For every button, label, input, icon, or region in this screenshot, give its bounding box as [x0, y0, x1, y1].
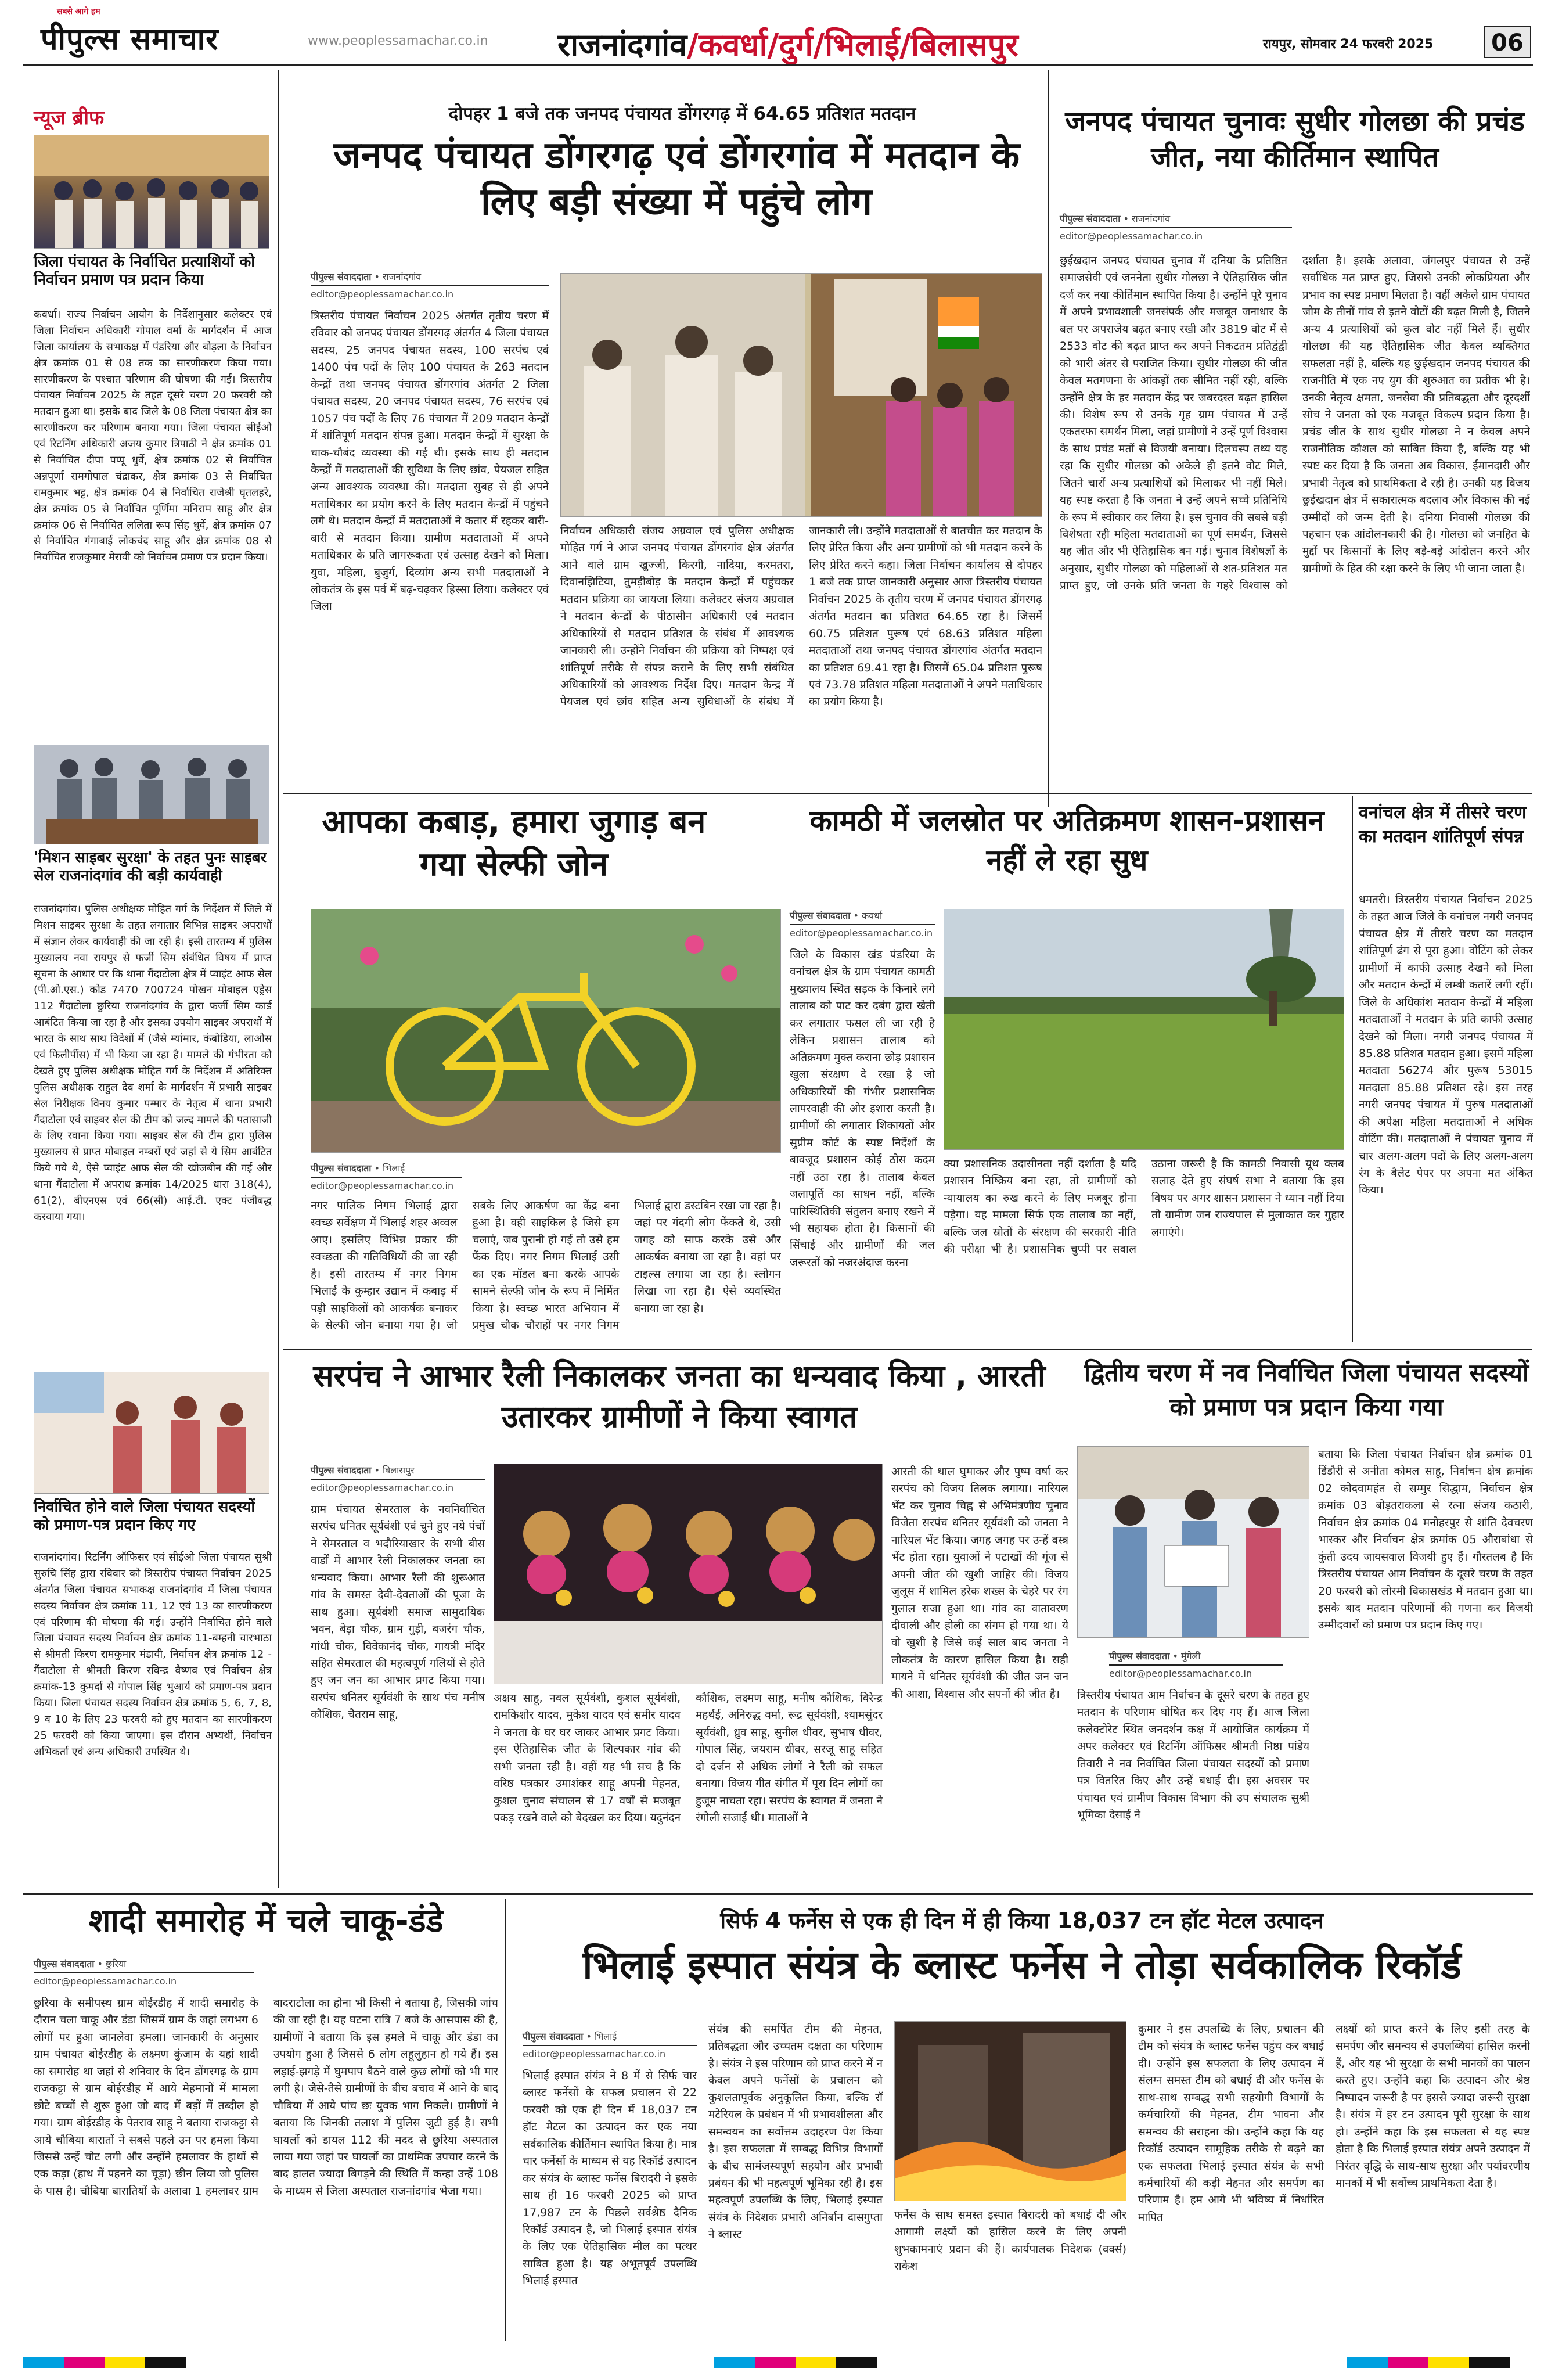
certificate-photo — [34, 1372, 269, 1494]
certificate-ceremony-photo — [1078, 1447, 1309, 1638]
story-sarpanch-headline[interactable]: सरपंच ने आभार रैली निकालकर जनता का धन्यवाद किया , आरती उतारकर ग्रामीणों ने किया स्वागत — [313, 1359, 1046, 1435]
story-golchha-byline: पीपुल्स संवाददाता • राजनांदगांव — [1060, 212, 1292, 228]
story-dongargarh-headline[interactable]: जनपद पंचायत डोंगरगढ़ एवं डोंगरगांव में मतदान के लिए बड़ी संख्या में पहुंचे लोग — [333, 134, 1020, 224]
byline-name: पीपुल्स संवाददाता — [790, 910, 851, 921]
field-photo — [944, 909, 1344, 1150]
story-mungeli-headline[interactable]: द्वितीय चरण में नव निर्वाचित जिला पंचायत सदस्यों को प्रमाण पत्र प्रदान किया गया — [1084, 1358, 1529, 1421]
story-golchha-email[interactable]: editor@peoplessamachar.co.in — [1060, 231, 1203, 242]
story-sarpanch-email[interactable]: editor@peoplessamachar.co.in — [311, 1482, 454, 1493]
story-bsp-body-a: भिलाई इस्पात संयंत्र ने 8 में से सिर्फ चार ब्लास्ट फर्नेसों के सफल प्रचालन से 22 फरवरी को एक ही दिन में 18,037 टन हॉट मेटल का उत्पादन कर एक नया सर्वकालिक कीर्तिमान स्थापित किया है। मात्र चार फर्नेसों के माध्यम से यह रिकॉर्ड उत्पादन कर संयंत्र के ब्लास्ट फर्नेस बिरादरी ने इसके साथ ही 16 फरवरी 2025 को प्राप्त 17,987 टन के पिछले सर्वश्रेष्ठ दैनिक रिकॉर्ड उत्पादन है, जो भिलाई इस्पात संयंत्र के लिए एक ऐतिहासिक मील का पत्थर साबित हुआ है। यह अभूतपूर्व उपलब्धि भिलाई इस्पात — [523, 2069, 697, 2288]
story-bsp-body-c: फर्नेस के साथ समस्त इस्पात बिरादरी को बधाई दी और आगामी लक्ष्यों को हासिल करने के लिए अपनी शुभकामनाएं प्रदान की हैं। कार्यपालक निदेशक (वर्क्स) राकेश — [894, 2209, 1126, 2273]
news-brief-headline-1: जिला पंचायत के निर्वाचित प्रत्याशियों को निर्वाचन प्रमाण पत्र प्रदान किया — [34, 253, 255, 289]
story-dongargarh-body-left: त्रिस्तरीय पंचायत निर्वाचन 2025 अंतर्गत तृतीय चरण में रविवार को जनपद पंचायत डोंगरगढ़ अंतर्गत 4 जिला पंचायत सदस्य, 25 जनपद पंचायत सदस्य, 100 सरपंच एवं 1400 पंच पदों के लिए 100 पंचायत के 263 मतदान केन्द्रों तथा जनपद पंचायत डोंगरगांव अंतर्गत 2 जिला पंचायत सदस्य, 20 जनपद पंचायत सदस्य, 76 सरपंच एवं 1057 पंच पदों के लिए 76 पंचायत में 209 मतदान केन्द्रों में शांतिपूर्ण मतदान संपन्न हुआ। मतदान केन्द्रों में सुरक्षा के चाक-चौबंद व्यवस्था की गई थी। इसके साथ ही मतदान केन्द्रों में मतदाताओं की सुविधा के लिए छांव, पेयजल सहित अन्य आवश्यक व्यवस्था की। मतदाता सुबह से ही अपने मताधिकार का प्रयोग करने के लिए मतदान केन्द्रों में पहुंचने लगे थे। मतदान केन्द्रों में मतदाताओं ने कतार में रहकर बारी-बारी से मतदान किया। ग्रामीण मतदाताओं में अपने मताधिकार के प्रति जागरूकता एवं उत्साह देखने को मिला। युवा, महिला, बुजुर्ग, दिव्यांग अन्य सभी मतदाताओं ने लोकतंत्र के इस पर्व में बढ़-चढ़कर हिस्सा लिया। कलेक्टर एवं जिला — [311, 310, 549, 613]
story-bsp-body-d: कुमार ने इस उपलब्धि के लिए, प्रचालन की टीम को संयंत्र के ब्लास्ट फर्नेस पहुंच कर बधाई दी। उन्होंने इस सफलता के लिए उत्पादन में संलग्न समस्त टीम को बधाई दी और फर्नेस के साथ-साथ सम्बद्ध सभी सहयोगी विभागों के कर्मचारियों की मेहनत, टीम भावना और समन्वय की सराहना की। उन्होंने कहा कि यह रिकॉर्ड उत्पादन सामूहिक तरीके से बढ़ने का एक सफलता भिलाई इस्पात संयंत्र के सभी कर्मचारियों की कड़ी मेहनत और समर्पण का परिणाम है। हम आगे भी भविष्य में निर्धारित मापित — [1138, 2023, 1324, 2224]
police-photo — [34, 745, 269, 844]
city-bhilai[interactable]: भिलाई — [825, 27, 900, 63]
city-kawardha[interactable]: कवर्धा — [698, 27, 768, 63]
column-rule — [505, 1899, 506, 2341]
news-brief-photo-3 — [34, 1372, 269, 1494]
city-bar — [557, 22, 1018, 65]
story-knife-body: छुरिया के समीपस्थ ग्राम बोईरडीह में शादी समारोह के दौरान चला चाकू और डंडा जिसमें ग्राम के जहां लगभग 6 लोगों पर हुआ जानलेवा हमला। जानकारी के अनुसार ग्राम पंचायत बोईरडीह के लक्ष्मण कुंजाम के यहां शादी का समारोह था जहां से शनिवार के दिन डोंगरगढ़ के ग्राम राजकट्टा से ग्राम बोईरडीह में आये मेहमानों में मामला छोटे बच्चों से शुरू हुआ जो बाद में बड़ों में तब्दील हो गया। ग्राम बोईरडीह के पेतराव साहू ने बताया राजकट्टा से आये चौबिया बारातों ने सबसे पहले उन पर हमला किया जिससे उन्हें चोट लगी और उन्होंने हमलावर के हाथों से एक कड़ा (हाथ में पहनने का चूड़ा) छीन लिया जो पुलिस के पास है। चौबिया बारातियों के अलावा 1 हमलावर ग्राम बादराटोला का होना भी किसी ने बताया है, जिसकी जांच की जा रही है। यह घटना रात्रि 7 बजे के आसपास की है, ग्रामीणों ने बताया कि इस हमले में चाकू और डंडा का उपयोग हुआ है जिससे 6 लोग लहूलुहान हो गये हैं। इस लड़ाई-झगड़े में घुमपाप बैठने वाले कुछ लोगों को भी मार लगी है। जैसे-तैसे ग्रामीणों के बीच बचाव में आने के बाद चौबिया में आये पांच छः युवक भाग निकले। ग्रामीणों ने बताया कि जिनकी तलाश में पुलिस जुटी हुई है। सभी घायलों को डायल 112 की मदद से छुरिया अस्पताल लाया गया जहां पर घायलों का प्राथमिक उपचार करने के बाद हालत ज्यादा बिगड़ने की स्थिति में कन्हा उन्हें 108 के माध्यम से जिला अस्पताल राजनांदगांव भेजा गया। — [34, 1997, 498, 2198]
city-separator: / — [813, 27, 825, 63]
story-mungeli-email[interactable]: editor@peoplessamachar.co.in — [1109, 1668, 1252, 1679]
story-mungeli-body-left: त्रिस्तरीय पंचायत आम निर्वाचन के दूसरे चरण के तहत हुए मतदान के परिणाम घोषित कर दिए गए हैं। आज जिला कलेक्टोरेट स्थित जनदर्शन कक्ष में आयोजित कार्यक्रम में अपर कलेक्टर एवं रिटर्निंग ऑफिसर श्रीमती निष्ठा पांडेय तिवारी ने नव निर्वाचित जिला पंचायत सदस्यों को प्रमाण पत्र वितरित किए और उन्हें बधाई दी। इस अवसर पर पंचायत एवं ग्रामीण विकास विभाग की उप संचालक सुश्री भूमिका देसाई ने — [1077, 1689, 1309, 1822]
byline-name: पीपुल्स संवाददाता — [311, 1465, 372, 1476]
story-selfie-byline: पीपुल्स संवाददाता • भिलाई — [311, 1162, 462, 1178]
byline-name: पीपुल्स संवाददाता — [523, 2031, 584, 2042]
group-photo — [34, 135, 269, 249]
story-kamthi-email[interactable]: editor@peoplessamachar.co.in — [790, 927, 933, 939]
website-link[interactable]: www.peoplessamachar.co.in — [308, 34, 488, 48]
story-sarpanch-photo — [494, 1464, 883, 1684]
byline-name: पीपुल्स संवाददाता — [311, 271, 372, 282]
story-dongargarh-kicker: दोपहर 1 बजे तक जनपद पंचायत डोंगरगढ़ में 64.65 प्रतिशत मतदान — [448, 103, 916, 124]
story-kamthi-body-left: जिले के विकास खंड पंडरिया के वनांचल क्षेत्र के ग्राम पंचायत कामठी मुख्यालय स्थित सड़क के किनारे लगे तालाब को पाट कर दबंग द्वारा खेती कर लगातार फसल ली जा रही है लेकिन प्रशासन तालाब को अतिक्रमण मुक्त कराना छोड़ प्रशासन खुला संरक्षण दे रखा है जो अधिकारियों की गंभीर प्रशासनिक लापरवाही की ओर इशारा करती है। ग्रामीणों की लगातार शिकायतों और सुप्रीम कोर्ट के स्पष्ट निर्देशों के बावजूद प्रशासन कोई ठोस कदम नहीं उठा रहा है। तालाब केवल जलापूर्ति का साधन नहीं, बल्कि पारिस्थितिकी संतुलन बनाए रखने में भी सहायक होता है। किसानों की सिंचाई और ग्रामीणों की जल जरूरतों को नजरअंदाज करना — [790, 948, 935, 1269]
column-rule — [278, 70, 279, 1888]
story-mungeli-byline: पीपुल्स संवाददाता • मुंगेली — [1109, 1649, 1283, 1666]
story-sarpanch-body-mid: अक्षय साहू, नवल सूर्यवंशी, कुशल सूर्यवंशी, रामकिशोर यादव, मुकेश यादव एवं समीर यादव ने जनता के घर घर जाकर आभार प्रगट किया। इस ऐतिहासिक जीत के शिल्पकार गांव की सभी जनता रही है। वहीं यह भी सच है कि वरिष्ठ पत्रकार उमाशंकर साहू अपनी मेहनत, कुशल चुनाव संचालन से 17 वर्षों से मजबूत पकड़ रखने वाले को बेदखल कर दिया। यदुनंदन कौशिक, लक्ष्मण साहू, मनीष कौशिक, विरेन्द्र महर्थई, अनिरुद्ध वर्मा, रूद्र सूर्यवंशी, श्यामसुंदर सूर्यवंशी, ध्रुव साहू, सुनील धीवर, सुभाष धीवर, गोपाल सिंह, जयराम धीवर, सरजू साहू सहित दो दर्जन से अधिक लोगों ने रैली को सफल बनाया। विजय गीत संगीत में पूरा दिन लोगों का हुजूम नाचता रहा। सरपंच के स्वागत में जनता ने रंगोली सजाई थी। माताओं ने — [494, 1692, 883, 1825]
byline-place: भिलाई — [382, 1163, 405, 1174]
story-selfie-headline[interactable]: आपका कबाड़, हमारा जुगाड़ बन गया सेल्फी जोन — [322, 803, 706, 883]
column-rule — [1048, 70, 1049, 807]
story-selfie-photo — [311, 909, 781, 1153]
masthead — [0, 0, 1555, 65]
story-bsp-email[interactable]: editor@peoplessamachar.co.in — [523, 2048, 666, 2059]
edition-date: रायपुर, सोमवार 24 फरवरी 2025 — [1263, 37, 1434, 52]
byline-name: पीपुल्स संवाददाता — [311, 1163, 372, 1174]
story-dongargarh-body-right: निर्वाचन अधिकारी संजय अग्रवाल एवं पुलिस अधीक्षक मोहित गर्ग ने आज जनपद पंचायत डोंगरगांव क्षेत्र अंतर्गत आने वाले ग्राम खुज्जी, किरगी, नादिया, करमतरा, दिवानझिटिया, तुमड़ीबोड़ के मतदान केन्द्रों में पहुंचकर मतदान प्रक्रिया का जायजा लिया। कलेक्टर संजय अग्रवाल ने मतदान केन्द्रों के पीठासीन अधिकारी एवं मतदान अधिकारियों से मतदान प्रतिशत के संबंध में आवश्यक जानकारी ली। उन्होंने निर्वाचन की प्रक्रिया को निष्पक्ष एवं शांतिपूर्ण तरीके से संपन्न कराने के लिए सभी संबंधित अधिकारियों को आवश्यक निर्देश दिए। मतदान केन्द्र में पेयजल एवं छांव सहित अन्य सुविधाओं के संबंध में जानकारी ली। उन्होंने मतदाताओं से बातचीत कर मतदान के लिए प्रेरित किया और अन्य ग्रामीणों को भी मतदान करने के लिए प्रेरित करने कहा। जिला निर्वाचन कार्यालय से दोपहर 1 बजे तक प्राप्त जानकारी अनुसार आज त्रिस्तरीय पंचायत निर्वाचन 2025 के तृतीय चरण में जनपद पंचायत डोंगरगढ़ अंतर्गत मतदान का प्रतिशत 64.65 रहा है। जिसमें 60.75 प्रतिशत पुरूष एवं 68.63 प्रतिशत महिला मतदाताओं तथा जनपद पंचायत डोंगरगांव अंतर्गत मतदान का प्रतिशत 69.41 रहा है। जिसमें 65.04 प्रतिशत पुरूष एवं 73.78 प्रतिशत महिला मतदाताओं ने अपने मताधिकार का प्रयोग किया है। — [560, 524, 1042, 709]
story-bsp-photo — [894, 2021, 1126, 2201]
story-selfie-body: नगर पालिक निगम भिलाई द्वारा स्वच्छ सर्वेक्षण में भिलाई शहर अव्वल आए। इसलिए विभिन्न प्रकार की स्वच्छता की गतिविधियों की जा रही है। इसी तारतम्य में नगर निगम भिलाई के कुम्हार उद्यान में कबाड़ में पड़ी साइकिलों को आकर्षक बनाकर के सेल्फी जोन बनाया गया है। जो सबके लिए आकर्षण का केंद्र बना हुआ है। वही साइकिल है जिसे हम चलाएं, जब पुरानी हो गई तो उसे हम फेंक दिए। नगर निगम भिलाई उसी का एक मॉडल बना करके आपके सामने सेल्फी जोन के रूप में निर्मित किया है। स्वच्छ भारत अभियान में प्रमुख चौक चौराहों पर नगर निगम भिलाई द्वारा डस्टबिन रखा जा रहा है। जहां पर गंदगी लोग फेंकते थे, उसी जगह को साफ करके उसे और आकर्षक बनाया जा रहा है। वहां पर टाइल्स लगाया जा रहा है। स्लोगन लिखा जा रहा है। ऐसे व्यवस्थित बनाया जा रहा है। — [311, 1199, 781, 1332]
city-separator: / — [767, 27, 779, 63]
story-dongargarh-email[interactable]: editor@peoplessamachar.co.in — [311, 289, 454, 300]
rally-photo — [494, 1464, 883, 1684]
page-number: 06 — [1484, 26, 1531, 58]
polling-photo — [561, 274, 1042, 517]
story-sarpanch-body-right: आरती की थाल घुमाकर और पुष्प वर्षा कर सरपंच को विजय तिलक लगाया। नारियल भेंट कर चुनाव चिह्न से अभिमंत्रणीय चुनाव विजेता सरपंच धनितर सूर्यवंशी को जनता ने नारियल भेंट किया। जगह जगह पर उन्हें वस्त्र भेंट होता रहा। युवाओं ने पटाखों की गूंज से अपनी जीत की खुशी जाहिर की। विजय जुलूस में शामिल हरेक शख्स के चेहरे पर रंग गुलाल सजा हुआ था। गांव का वातावरण दीवाली और होली का संगम हो गया था। ये वो खुशी है जिसे कई साल बाद जनता ने लोकतंत्र के कारण हासिल किया है। सही मायने में धनितर सूर्यवंशी की जीत जन जन की आशा, विश्वास और सपनों की जीत है। — [891, 1465, 1068, 1700]
city-rajnandgaon[interactable]: राजनांदगांव — [557, 27, 687, 63]
byline-place: छुरिया — [105, 1958, 127, 1969]
story-kamthi-body-right: क्या प्रशासनिक उदासीनता नहीं दर्शाता है यदि प्रशासन निष्क्रिय बना रहा, तो ग्रामीणों को न्यायालय का रुख करने के लिए मजबूर होना पड़ेगा। यह मामला सिर्फ एक तालाब का नहीं, बल्कि जल स्रोतों के संरक्षण की सरकारी नीति की परीक्षा भी है। प्रशासनिक चुप्पी पर सवाल उठाना जरूरी है कि कामठी निवासी यूथ क्लब सलाह देते हुए संघर्ष सभा ने बताया कि इस विषय पर अगर शासन प्रशासन ने ध्यान नहीं दिया तो ग्रामीण जन राज्यपाल से मुलाकात कर गुहार लगाएंगे। — [944, 1157, 1344, 1256]
news-brief-label: न्यूज ब्रीफ — [34, 106, 105, 130]
news-brief-body-2: राजनांदगांव। पुलिस अधीक्षक मोहित गर्ग के निर्देशन में जिले में मिशन साइबर सुरक्षा के तहत लगातार विभिन्न साइबर अपराधों में संज्ञान लेकर कार्यवाही की जा रही है। इसी तारतम्य में पुलिस मुख्यालय नवा रायपुर से फर्जी सिम संबंधित विषय में प्राप्त सूचना के आधार पर कि थाना गैंदाटोला क्षेत्र में प्वाइंट आफ सेल (पी.ओ.एस.) कोड 7470 700724 पोखन मोबाइल एड्रेस 112 गैंदाटोला छुरिया राजनांदगांव के द्वारा फर्जी सिम कार्ड आबंटित किया जा रहा है और इसका उपयोग साइबर अपराधों में भारत के साथ साथ विदेशों में (जैसे म्यांमार, कंबोडिया, लाओस एवं फिलीपींस) में भी किया जा रहा है। मामले की गंभीरता को देखते हुए पुलिस अधीक्षक मोहित गर्ग के निर्देशन में अतिरिक्त पुलिस अधीक्षक राहुल देव शर्मा के मार्गदर्शन में प्रभारी साइबर सेल निरीक्षक विनय कुमार पम्मार के नेतृत्व में थाना प्रभारी गैंदाटोला एवं साइबर सेल की टीम को जल्द मामले की पतासाजी के लिए रवाना किया गया। साइबर सेल की टीम द्वारा पुलिस मुख्यालय से प्राप्त मोबाइल नम्बरों एवं जहां से ये सिम आबंटित किये गये थे, ऐसे प्वाइंट आफ सेल की खोजबीन की गई और थाना गैंदाटोला में अपराध क्रमांक 14/2025 धारा 318(4), 61(2), बीएनएस एवं 66(सी) आई.टी. एक्ट पंजीबद्ध करवाया गया। — [34, 903, 272, 1223]
byline-name: पीपुल्स संवाददाता — [1060, 213, 1121, 224]
news-brief-photo-2 — [34, 745, 269, 844]
story-bsp-byline: पीपुल्स संवाददाता • भिलाई — [523, 2030, 697, 2046]
column-rule — [1352, 796, 1353, 1342]
story-sarpanch-byline: पीपुल्स संवाददाता • बिलासपुर — [311, 1464, 485, 1480]
story-mungeli-body-right: बताया कि जिला पंचायत निर्वाचन क्षेत्र क्रमांक 01 डिंडौरी से अनीता कोमल साहू, निर्वाचन क्षेत्र क्रमांक 02 कोदवामहंत से सम्मुर सिद्धाम, निर्वाचन क्षेत्र क्रमांक 03 बोड़तराकला से रत्ना संजय कठारी, निर्वाचन क्षेत्र क्रमांक 04 मनोहरपुर से शांति देवचरण भास्कर और निर्वाचन क्षेत्र क्रमांक 05 औराबांधा से कुंती उदय जायसवाल विजयी हुए हैं। गौरतलब है कि त्रिस्तरीय पंचायत आम निर्वाचन के दूसरे चरण के तहत 20 फरवरी को लोरमी विकासखंड में मतदान हुआ था। इसके बाद मतदान परिणामों की गणना कर विजयी उम्मीदवारों को प्रमाण पत्र प्रदान किए गए। — [1318, 1448, 1533, 1632]
story-bsp-body-e: लक्ष्यों को प्राप्त करने के लिए इसी तरह के समर्पण और समन्वय से उपलब्धियां हासिल करनी हैं, और यह भी सुरक्षा के सभी मानकों का पालन करते हुए। उन्होंने कहा कि उत्पादन और श्रेष्ठ निष्पादन जरूरी है पर इससे ज्यादा जरूरी सुरक्षा है। संयंत्र में हर टन उत्पादन पूरी सुरक्षा के साथ हो। उन्होंने कहा कि इस सफलता से यह स्पष्ट होता है कि भिलाई इस्पात संयंत्र अपने उत्पादन में निरंतर वृद्धि के साथ-साथ सुरक्षा और पर्यावरणीय मानकों में भी सर्वोच्च प्राथमिकता देता है। — [1336, 2023, 1530, 2190]
story-golchha-headline[interactable]: जनपद पंचायत चुनावः सुधीर गोलछा की प्रचंड जीत, नया कीर्तिमान स्थापित — [1065, 105, 1525, 174]
logo[interactable]: पीपुल्स समाचार — [41, 22, 219, 57]
byline-name: पीपुल्स संवाददाता — [1109, 1651, 1170, 1662]
story-kamthi-byline: पीपुल्स संवाददाता • कवर्धा — [790, 909, 935, 925]
section-rule — [283, 793, 1532, 794]
news-brief-headline-2: 'मिशन साइबर सुरक्षा' के तहत पुनः साइबर सेल राजनांदगांव की बड़ी कार्यवाही — [34, 849, 267, 885]
city-durg[interactable]: दुर्ग — [779, 27, 814, 63]
story-bsp-headline[interactable]: भिलाई इस्पात संयंत्र के ब्लास्ट फर्नेस ने तोड़ा सर्वकालिक रिकॉर्ड — [582, 1943, 1462, 1987]
story-bsp-kicker: सिर्फ 4 फर्नेस से एक ही दिन में ही किया 18,037 टन हॉट मेटल उत्पादन — [720, 1908, 1324, 1933]
byline-place: भिलाई — [594, 2031, 617, 2042]
byline-place: कवर्धा — [861, 910, 883, 921]
story-dhamtari-body: धमतरी। त्रिस्तरीय पंचायत निर्वाचन 2025 के तहत आज जिले के वनांचल नगरी जनपद पंचायत क्षेत्र में तीसरे चरण का मतदान शांतिपूर्ण ढंग से पूरा हुआ। वोटिंग को लेकर ग्रामीणों में काफी उत्साह देखने को मिला और मतदान केन्द्रों में लम्बी कतारें लगी रहीं। जिले के अधिकांश मतदान केन्द्रों में महिला मतदाताओं ने मतदान के प्रति काफी उत्साह देखने को मिला। नगरी जनपद पंचायत में 85.88 प्रतिशत मतदान हुआ। इसमें महिला मतदाता 56274 और पुरूष 53015 मतदाता 85.88 प्रतिशत रहे। इस तरह नगरी जनपद पंचायत में पुरुष मतदाताओं की अपेक्षा महिला मतदाताओं ने अधिक वोटिंग की। मतदाताओं ने पंचायत चुनाव में चार अलग-अलग पदों के लिए अलग-अलग रंग के बैलेट पेपर पर अपना मत अंकित किया। — [1359, 893, 1533, 1197]
byline-name: पीपुल्स संवाददाता — [34, 1958, 95, 1969]
news-brief-headline-3: निर्वाचित होने वाले जिला पंचायत सदस्यों को प्रमाण-पत्र प्रदान किए गए — [34, 1498, 255, 1534]
byline-place: राजनांदगांव — [382, 271, 422, 282]
furnace-photo — [895, 2022, 1126, 2201]
story-dongargarh-byline: पीपुल्स संवाददाता • राजनांदगांव — [311, 270, 549, 286]
story-golchha-body: छुईखदान जनपद पंचायत चुनाव में दनिया के प्रतिष्ठित समाजसेवी एवं जननेता सुधीर गोलछा ने ऐतिहासिक जीत दर्ज कर नया कीर्तिमान स्थापित किया है। उन्होंने पूरे चुनाव में अपने प्रभावशाली जनसंपर्क और मजबूत जनाधार के बल पर अपराजेय बढ़त बनाए रखी और 3819 वोट में से 2533 वोट की बढ़त प्राप्त कर अपने निकटतम प्रतिद्वंद्वी को भारी अंतर से पराजित किया। सुधीर गोलछा की जीत केवल मतगणना के आंकड़ों तक सीमित नहीं रही, बल्कि उन्होंने क्षेत्र के हर मतदान केंद्र पर जबरदस्त बढ़त हासिल की। विशेष रूप से उनके गृह ग्राम पंचायत में उन्हें एकतरफा समर्थन मिला, जहां ग्रामीणों ने उन्हें पूर्ण विश्वास के साथ प्रचंड मतों से विजयी बनाया। दिलचस्प तथ्य यह रहा कि सुधीर गोलछा को अकेले ही इतने वोट मिले, जितने चारों अन्य प्रत्याशियों को मिलाकर भी नहीं मिले। यह स्पष्ट करता है कि जनता ने उन्हें अपने सच्चे प्रतिनिधि के रूप में स्वीकार कर लिया है। इस चुनाव की सबसे बड़ी विशेषता रही महिला मतदाताओं का पूर्ण समर्थन, जिससे यह जीत और भी ऐतिहासिक बन गई। चुनाव विशेषज्ञों के अनुसार, सुधीर गोलछा को महिलाओं से शत-प्रतिशत मत प्राप्त हुए, जो उनके प्रति जनता के गहरे विश्वास को दर्शाता है। इसके अलावा, जंगलपुर पंचायत से उन्हें सर्वाधिक मत प्राप्त हुए, जिससे उनकी लोकप्रियता और प्रभाव का स्पष्ट प्रमाण मिलता है। वहीं अकेले ग्राम पंचायत जोम के तीनों गांव से इतने वोटों की बढ़त मिली है, जितने अन्य 4 प्रत्याशियों को कुल वोट नहीं मिले हैं। सुधीर गोलछा की यह ऐतिहासिक जीत केवल व्यक्तिगत सफलता नहीं है, बल्कि यह छुईखदान जनपद पंचायत की राजनीति में एक नए युग की शुरुआत का प्रतीक भी है। उनकी नेतृत्व क्षमता, जनसेवा की प्रतिबद्धता और दूरदर्शी सोच ने जनता को एक मजबूत विकल्प प्रदान किया है। प्रचंड जीत के साथ सुधीर गोलछा ने न केवल अपने राजनीतिक कौशल को साबित किया है, बल्कि यह भी स्पष्ट कर दिया है कि जनता अब विकास, ईमानदारी और प्रभावी नेतृत्व को प्राथमिकता दे रही है। उनकी यह विजय छुईखदान क्षेत्र में सकारात्मक बदलाव और विकास की नई उम्मीदों को जन्म देती है। दनिया निवासी गोलछा की पहचान एक आंदोलनकारी की है। गोलछा को जनहित के मुद्दों पर किसानों के लिए बड़े-बड़े आंदोलन करने और ग्रामीणों के हित की रक्षा करने के लिए भी जाना जाता है। — [1060, 254, 1530, 592]
city-bilaspur[interactable]: बिलासपुर — [910, 27, 1018, 63]
byline-place: राजनांदगांव — [1131, 213, 1171, 224]
news-brief-photo-1 — [34, 135, 269, 249]
story-sarpanch-body-left: ग्राम पंचायत सेमरताल के नवनिर्वाचित सरपंच धनितर सूर्यवंशी एवं चुने हुए नये पंचों ने सेमरताल व भदौरियाखार के सभी बीस वार्डों में आभार रैली निकालकर जनता का धन्यवाद किया। आभार रैली की शुरूआत गांव के समस्त देवी-देवताओं की पूजा के साथ हुआ। सूर्यवंशी समाज सामुदायिक भवन, बेड़ा चौक, ग्राम गुड़ी, बजरंग चौक, गांधी चौक, विवेकानंद चौक, गायत्री मंदिर सहित सेमरताल की महत्वपूर्ण गलियों से होते हुए जन जन का आभार प्रगट किया गया। सरपंच धनितर सूर्यवंशी के साथ पंच मनीष कौशिक, चैतराम साहू, — [311, 1503, 485, 1721]
news-brief-body-3: राजनांदगांव। रिटर्निंग ऑफिसर एवं सीईओ जिला पंचायत सुश्री सुरुचि सिंह द्वारा रविवार को त्रिस्तरीय पंचायत निर्वाचन 2025 अंतर्गत जिला पंचायत सभाकक्ष राजनांदगांव में जिला पंचायत सदस्य निर्वाचन क्षेत्र क्रमांक 11, 12 एवं 13 का सारणीकरण एवं परिणाम की घोषणा की गई। उन्होंने निर्वाचित होने वाले जिला पंचायत सदस्य निर्वाचन क्षेत्र क्रमांक 11-बम्हनी चारभाठा से श्रीमती किरण रामकुमार मंडावी, निर्वाचन क्षेत्र क्रमांक 12 - गैंदाटोला से श्रीमती किरण रविन्द्र वैष्णव एवं निर्वाचन क्षेत्र क्रमांक-13 कुमर्दा से गोपाल सिंह भुआर्य को प्रमाण-पत्र प्रदान किया। जिला पंचायत सदस्य निर्वाचन क्षेत्र क्रमांक 5, 6, 7, 8, 9 व 10 के लिए 23 फरवरी को हुए मतदान का सारणीकरण 25 फरवरी को किया जाएगा। इस दौरान अभ्यर्थी, निर्वाचन अभिकर्ता एवं अन्य अधिकारी उपस्थित थे। — [34, 1551, 272, 1758]
story-knife-email[interactable]: editor@peoplessamachar.co.in — [34, 1976, 177, 1987]
section-rule — [23, 1893, 1533, 1895]
story-knife-byline: पीपुल्स संवाददाता • छुरिया — [34, 1957, 254, 1973]
byline-place: मुंगेली — [1180, 1651, 1201, 1662]
story-kamthi-photo — [944, 909, 1344, 1150]
city-separator: / — [899, 27, 911, 63]
city-separator: / — [687, 27, 699, 63]
story-dhamtari-headline[interactable]: वनांचल क्षेत्र में तीसरे चरण का मतदान शांतिपूर्ण संपन्न — [1359, 803, 1527, 847]
story-dongargarh-photo — [560, 273, 1042, 517]
news-brief-body-1: कवर्धा। राज्य निर्वाचन आयोग के निर्देशानुसार कलेक्टर एवं जिला निर्वाचन अधिकारी गोपाल वर्मा के मार्गदर्शन में आज जिला कार्यालय के सभाकक्ष में पंडरिया और बोड़ला के निर्वाचन क्षेत्र क्रमांक 01 से 08 तक का सारणीकरण किया गया। सारणीकरण के पश्चात परिणाम की घोषणा की गई। त्रिस्तरीय पंचायत निर्वाचन 2025 के तहत दूसरे चरण 20 फरवरी को मतदान हुआ था। इसके बाद जिले के 08 जिला पंचायत क्षेत्र का सारणीकरण कर परिणाम बनाया गया। जिला पंचायत सीईओ एवं रिटर्निंग अधिकारी अजय कुमार त्रिपाठी ने क्षेत्र क्रमांक 01 से निर्वाचित दीपा पप्पू धुर्वे, क्षेत्र क्रमांक 02 से निर्वाचित अन्नपूर्णा रामगोपाल चंद्राकर, क्षेत्र क्रमांक 03 से निर्वाचित रामकुमार भट्ट, क्षेत्र क्रमांक 04 से निर्वाचित राजेश्री घृतलहरे, क्षेत्र क्रमांक 05 से निर्वाचित पूर्णिमा मनिराम साहू और क्षेत्र क्रमांक 06 से निर्वाचित ललिता रूप सिंह धुर्वे, क्षेत्र क्रमांक 07 से निर्वाचित गंगाबाई लोकचंद साहू और क्षेत्र क्रमांक 08 से निर्वाचित राजकुमार मेरावी को निर्वाचन प्रमाण पत्र प्रदान किया। — [34, 308, 272, 564]
story-selfie-email[interactable]: editor@peoplessamachar.co.in — [311, 1180, 454, 1191]
bicycle-photo — [311, 909, 781, 1153]
story-knife-headline[interactable]: शादी समारोह में चले चाकू-डंडे — [88, 1902, 444, 1940]
byline-place: बिलासपुर — [382, 1465, 415, 1476]
logo-tagline: सबसे आगे हम — [57, 7, 100, 16]
story-mungeli-photo — [1077, 1446, 1309, 1638]
section-rule — [283, 1349, 1532, 1350]
masthead-rule — [23, 64, 1533, 66]
story-kamthi-headline[interactable]: कामठी में जलस्रोत पर अतिक्रमण शासन-प्रशासन नहीं ले रहा सुध — [809, 804, 1324, 877]
registration-marks — [0, 2346, 1555, 2378]
story-bsp-body-b: संयंत्र की समर्पित टीम की मेहनत, प्रतिबद्धता और उच्चतम दक्षता का परिणाम है। संयंत्र ने इस परिणाम को प्राप्त करने में न केवल अपने फर्नेसों के प्रचालन को कुशलतापूर्वक अनुकूलित किया, बल्कि रॉ मटेरियल के प्रबंधन में भी प्रभावशीलता और समन्वयन का सर्वोत्तम उदाहरण पेश किया है। इस सफलता में सम्बद्ध विभिन्न विभागों के बीच सामंजस्यपूर्ण सहयोग और प्रभावी प्रबंधन की भी महत्वपूर्ण भूमिका रही है। इस महत्वपूर्ण उपलब्धि के लिए, भिलाई इस्पात संयंत्र के निदेशक प्रभारी अनिर्बान दासगुप्ता ने ब्लास्ट — [708, 2023, 883, 2241]
registration-strip — [0, 2346, 1555, 2378]
